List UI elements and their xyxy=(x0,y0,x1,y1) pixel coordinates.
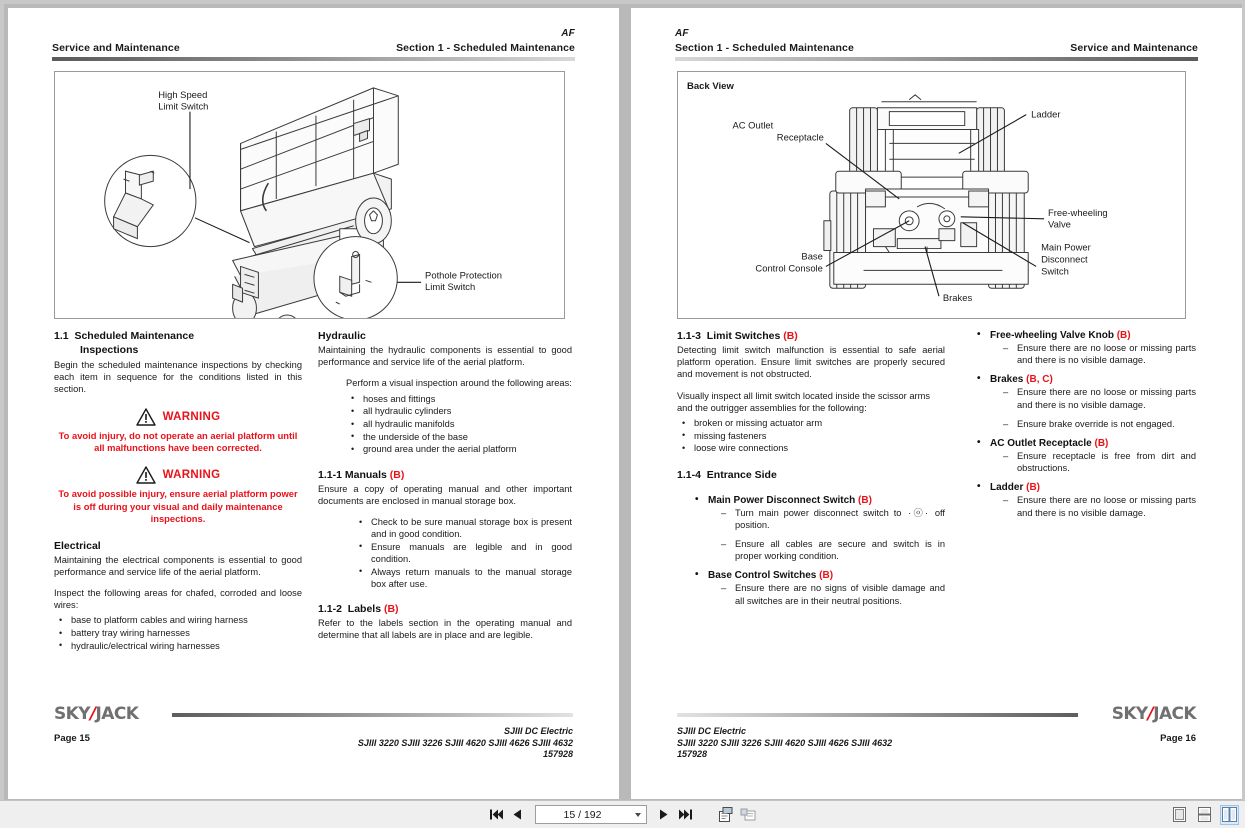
figure-back-view xyxy=(677,71,1186,319)
footer-model: SJIII DC Electric xyxy=(677,726,747,736)
logo-slash: / xyxy=(1147,704,1154,724)
subheading-brakes xyxy=(973,374,1196,385)
svg-text:Valve: Valve xyxy=(1048,218,1071,230)
list-item: • ground area under the aerial platform xyxy=(346,443,572,455)
page-number-combobox[interactable] xyxy=(535,805,647,824)
heading-1-1 xyxy=(54,330,302,343)
paragraph-perform: Perform a visual inspection around the following areas: xyxy=(346,378,572,389)
list-manuals xyxy=(318,516,572,590)
single-page-view-icon xyxy=(1173,807,1186,822)
duplicate-page-icon xyxy=(740,807,756,822)
heading-1-1-3 xyxy=(677,330,945,343)
heading-1-1-number: 1.1 xyxy=(54,330,69,342)
list-inspect-areas xyxy=(54,614,302,652)
subheading-ladder xyxy=(973,482,1196,493)
entry-ladder xyxy=(959,482,1196,518)
entry-brakes xyxy=(959,374,1196,430)
list-item: • all hydraulic cylinders xyxy=(346,405,572,417)
heading-1-1-2-number: 1.1-2 xyxy=(318,603,342,616)
heading-1-1-1 xyxy=(318,469,572,482)
subheading-main-power-disconnect xyxy=(691,495,945,506)
column-right xyxy=(959,330,1196,709)
entry-ac-outlet-receptacle xyxy=(959,438,1196,474)
heading-1-1-1-number: 1.1-1 xyxy=(318,468,342,481)
paragraph-inspect: Inspect the following areas for chafed, corroded and loose wires: xyxy=(54,588,302,611)
figure-label-ladder: Ladder xyxy=(1031,108,1061,120)
warning-word-2: WARNING xyxy=(162,469,221,482)
page-number-input[interactable] xyxy=(536,809,646,821)
footer-model-list: SJIII 3220 SJIII 3226 SJIII 4620 SJIII 4626 SJIII 4632 xyxy=(677,737,893,748)
list-item: – Ensure all cables are secure and switch is in proper working condition. xyxy=(721,538,945,562)
page-number-right: Page 16 xyxy=(1160,733,1196,744)
list-base-control-checks xyxy=(691,582,945,606)
last-page-icon xyxy=(679,809,692,820)
first-page-button[interactable] xyxy=(488,805,505,824)
list-item: • Always return manuals to the manual storage box after use. xyxy=(354,566,572,590)
facing-pages-view-icon xyxy=(1222,807,1237,822)
heading-1-1-3-text: Limit Switches xyxy=(706,330,781,342)
page-footer-right xyxy=(677,704,1196,761)
list-main-power-checks xyxy=(691,507,945,563)
page-left[interactable] xyxy=(8,8,619,799)
figure-label-ac-outlet: AC Outlet xyxy=(732,119,774,131)
page-navigation-group xyxy=(488,805,758,824)
subheading-text: Free-wheeling Valve Knob xyxy=(990,330,1114,341)
subheading-text: Base Control Switches xyxy=(708,570,817,582)
svg-text:Limit Switch: Limit Switch xyxy=(158,100,209,112)
subheading-tag: (B) xyxy=(1026,482,1041,494)
subheading-tag: (B) xyxy=(858,494,872,506)
list-item: • loose wire connections xyxy=(677,442,945,454)
header-af-mark: AF xyxy=(561,28,575,39)
list-item: – Ensure receptacle is free from dirt and obstructions. xyxy=(1003,450,1196,474)
entry-free-wheeling-valve-knob xyxy=(959,330,1196,366)
svg-text:Limit Switch: Limit Switch xyxy=(425,281,476,293)
figure-label-pothole: Pothole Protection xyxy=(425,269,502,281)
footer-meta-right xyxy=(677,726,892,761)
subheading-text: AC Outlet Receptacle xyxy=(990,438,1092,450)
subheading-tag: (B) xyxy=(1094,438,1109,450)
list-item: – Ensure brake override is not engaged. xyxy=(1003,418,1196,430)
figure-label-high-speed: High Speed xyxy=(158,88,208,100)
header-section-title: Section 1 - Scheduled Maintenance xyxy=(675,42,854,54)
header-af-mark: AF xyxy=(675,28,689,39)
entry-main-power-disconnect xyxy=(677,495,945,563)
list-ac-outlet-checks xyxy=(973,450,1196,474)
footer-rule xyxy=(677,713,1078,717)
column-left xyxy=(677,330,945,709)
page-header-right xyxy=(675,28,1198,62)
next-page-button[interactable] xyxy=(656,805,673,824)
heading-electrical: Electrical xyxy=(54,539,101,552)
heading-1-1-text: Scheduled Maintenance xyxy=(74,330,195,342)
heading-1-1-3-number: 1.1-3 xyxy=(677,330,701,342)
list-item: • hydraulic/electrical wiring harnesses xyxy=(54,640,302,652)
list-item: – Ensure there are no loose or missing parts and there is no visible damage. xyxy=(1003,386,1196,410)
paragraph-electrical: Maintaining the electrical components is essential to good performance and service life of the aerial platform. xyxy=(54,554,302,577)
paragraph-manuals: Ensure a copy of operating manual and other important documents are enclosed in manual storage box. xyxy=(318,483,572,506)
continuous-view-icon xyxy=(1198,807,1211,822)
svg-text:Disconnect: Disconnect xyxy=(1041,253,1088,265)
list-item: – Ensure there are no loose or missing parts and there is no visible damage. xyxy=(1003,494,1196,518)
svg-text:Receptacle: Receptacle xyxy=(776,131,824,143)
warning-text-2: To avoid possible injury, ensure aerial platform power is off during your visual and daily maintenance inspections. xyxy=(58,488,298,525)
list-item: – Ensure there are no loose or missing parts and there is no visible damage. xyxy=(1003,342,1196,366)
logo-slash: / xyxy=(89,704,96,724)
warning-block-2 xyxy=(54,466,302,525)
figure-scissor-lift xyxy=(54,71,565,319)
chevron-down-icon xyxy=(635,813,641,817)
insert-page-button[interactable] xyxy=(716,805,735,824)
facing-pages-view-button[interactable] xyxy=(1220,805,1239,825)
previous-page-button[interactable] xyxy=(509,805,526,824)
list-item: • missing fasteners xyxy=(677,430,945,442)
svg-text:Switch: Switch xyxy=(1041,265,1069,277)
warning-text-1: To avoid injury, do not operate an aerial platform until all malfunctions have been corrected. xyxy=(58,429,298,454)
paragraph-labels: Refer to the labels section in the operating manual and determine that all labels are in place and are legible. xyxy=(318,618,572,641)
body-columns-right xyxy=(677,330,1196,709)
page-header-left xyxy=(52,28,575,62)
list-item: – Turn main power disconnect switch to ·ⓞ· off position. xyxy=(721,507,945,531)
header-title-right: Service and Maintenance xyxy=(1070,42,1198,54)
previous-page-icon xyxy=(513,809,521,820)
list-item: • the underside of the base xyxy=(346,431,572,443)
subheading-free-wheeling-valve-knob xyxy=(973,330,1196,341)
subheading-tag: (B) xyxy=(819,570,834,582)
view-mode-group xyxy=(1170,805,1239,825)
subheading-text: Main Power Disconnect Switch xyxy=(708,494,856,506)
subheading-text: Ladder xyxy=(990,482,1024,494)
svg-text:Control Console: Control Console xyxy=(755,262,823,274)
heading-1-1-4-text: Entrance Side xyxy=(706,468,777,481)
heading-1-1-1-tag: (B) xyxy=(389,468,405,481)
header-title-left: Service and Maintenance xyxy=(52,42,180,54)
subheading-tag: (B, C) xyxy=(1026,374,1053,386)
paragraph-limit-switches: Detecting limit switch malfunction is essential to safe aerial platform operation. Ensure limit switches are properly secured and movement is not obstructed. xyxy=(677,345,945,380)
footer-part-number: 157928 xyxy=(677,749,708,759)
list-item: • battery tray wiring harnesses xyxy=(54,627,302,639)
skyjack-logo xyxy=(1112,704,1196,724)
heading-hydraulic: Hydraulic xyxy=(318,330,366,342)
subheading-text: Brakes xyxy=(990,374,1024,386)
back-view-illustration xyxy=(678,72,1185,318)
single-page-view-button[interactable] xyxy=(1170,805,1189,825)
entry-base-control-switches xyxy=(677,570,945,606)
paragraph-intro: Begin the scheduled maintenance inspections by checking each item in sequence for the conditions listed in this section. xyxy=(54,360,302,395)
warning-triangle-icon xyxy=(136,466,156,484)
page-right[interactable] xyxy=(631,8,1242,799)
list-limit-switch-checks xyxy=(677,417,945,455)
list-brakes-checks xyxy=(973,386,1196,430)
list-item: • Check to be sure manual storage box is present and in good condition. xyxy=(354,516,572,540)
heading-1-1-line2: Inspections xyxy=(80,344,139,356)
header-rule xyxy=(52,57,575,61)
insert-page-icon xyxy=(717,807,733,822)
warning-word-1: WARNING xyxy=(162,410,221,423)
heading-1-1-2-tag: (B) xyxy=(383,603,399,616)
list-item: • broken or missing actuator arm xyxy=(677,417,945,429)
duplicate-page-button[interactable] xyxy=(739,805,758,824)
figure-label-freewheeling: Free-wheeling xyxy=(1048,206,1108,218)
list-item: • Ensure manuals are legible and in good condition. xyxy=(354,541,572,565)
footer-rule xyxy=(172,713,573,717)
footer-meta-left xyxy=(358,726,573,761)
figure-label-base-console: Base xyxy=(801,250,823,262)
list-item: – Ensure there are no signs of visible damage and all switches are in their neutral positions. xyxy=(721,582,945,606)
figure-caption-back-view: Back View xyxy=(687,81,734,92)
list-ladder-checks xyxy=(973,494,1196,518)
next-page-icon xyxy=(660,809,668,820)
heading-1-1-4-number: 1.1-4 xyxy=(677,468,701,481)
heading-1-1-2-text: Labels xyxy=(347,603,382,616)
heading-1-1-1-text: Manuals xyxy=(344,468,387,481)
list-hydraulic-areas xyxy=(318,393,572,456)
header-section-title: Section 1 - Scheduled Maintenance xyxy=(396,42,575,54)
scissor-lift-illustration xyxy=(55,72,564,318)
heading-1-1-2 xyxy=(318,603,572,616)
column-right xyxy=(318,330,572,709)
subheading-base-control-switches xyxy=(691,570,945,581)
list-free-wheeling-checks xyxy=(973,342,1196,366)
last-page-button[interactable] xyxy=(677,805,694,824)
logo-part-1: SKY xyxy=(54,704,90,724)
heading-1-1-3-tag: (B) xyxy=(783,330,798,342)
list-item: • base to platform cables and wiring harness xyxy=(54,614,302,626)
continuous-view-button[interactable] xyxy=(1195,805,1214,825)
body-columns-left xyxy=(54,330,573,709)
logo-part-1: SKY xyxy=(1111,704,1148,724)
skyjack-logo xyxy=(54,704,138,724)
subheading-tag: (B) xyxy=(1116,330,1131,341)
logo-part-2: JACK xyxy=(1153,704,1196,724)
header-rule xyxy=(675,57,1198,61)
first-page-icon xyxy=(490,809,503,820)
paragraph-visually-inspect: Visually inspect all limit switch located inside the scissor arms and the outrigger assemblies for the following: xyxy=(677,390,931,413)
page-number-left: Page 15 xyxy=(54,733,90,744)
column-left xyxy=(54,330,302,709)
figure-label-main-power: Main Power xyxy=(1041,241,1091,253)
viewer-toolbar[interactable] xyxy=(0,800,1245,828)
warning-block-1 xyxy=(54,408,302,455)
list-item: • all hydraulic manifolds xyxy=(346,418,572,430)
logo-part-2: JACK xyxy=(95,704,139,724)
figure-label-brakes: Brakes xyxy=(942,292,973,304)
subheading-ac-outlet-receptacle xyxy=(973,438,1196,449)
heading-1-1-4 xyxy=(677,469,945,482)
list-item: • hoses and fittings xyxy=(346,393,572,405)
paragraph-hydraulic: Maintaining the hydraulic components is essential to good performance and service life of the aerial platform. xyxy=(318,345,572,368)
warning-triangle-icon xyxy=(136,408,156,426)
footer-part-number: 157928 xyxy=(542,749,573,759)
footer-model-list: SJIII 3220 SJIII 3226 SJIII 4620 SJIII 4626 SJIII 4632 xyxy=(357,737,573,748)
page-footer-left xyxy=(54,704,573,761)
footer-model: SJIII DC Electric xyxy=(503,726,573,736)
